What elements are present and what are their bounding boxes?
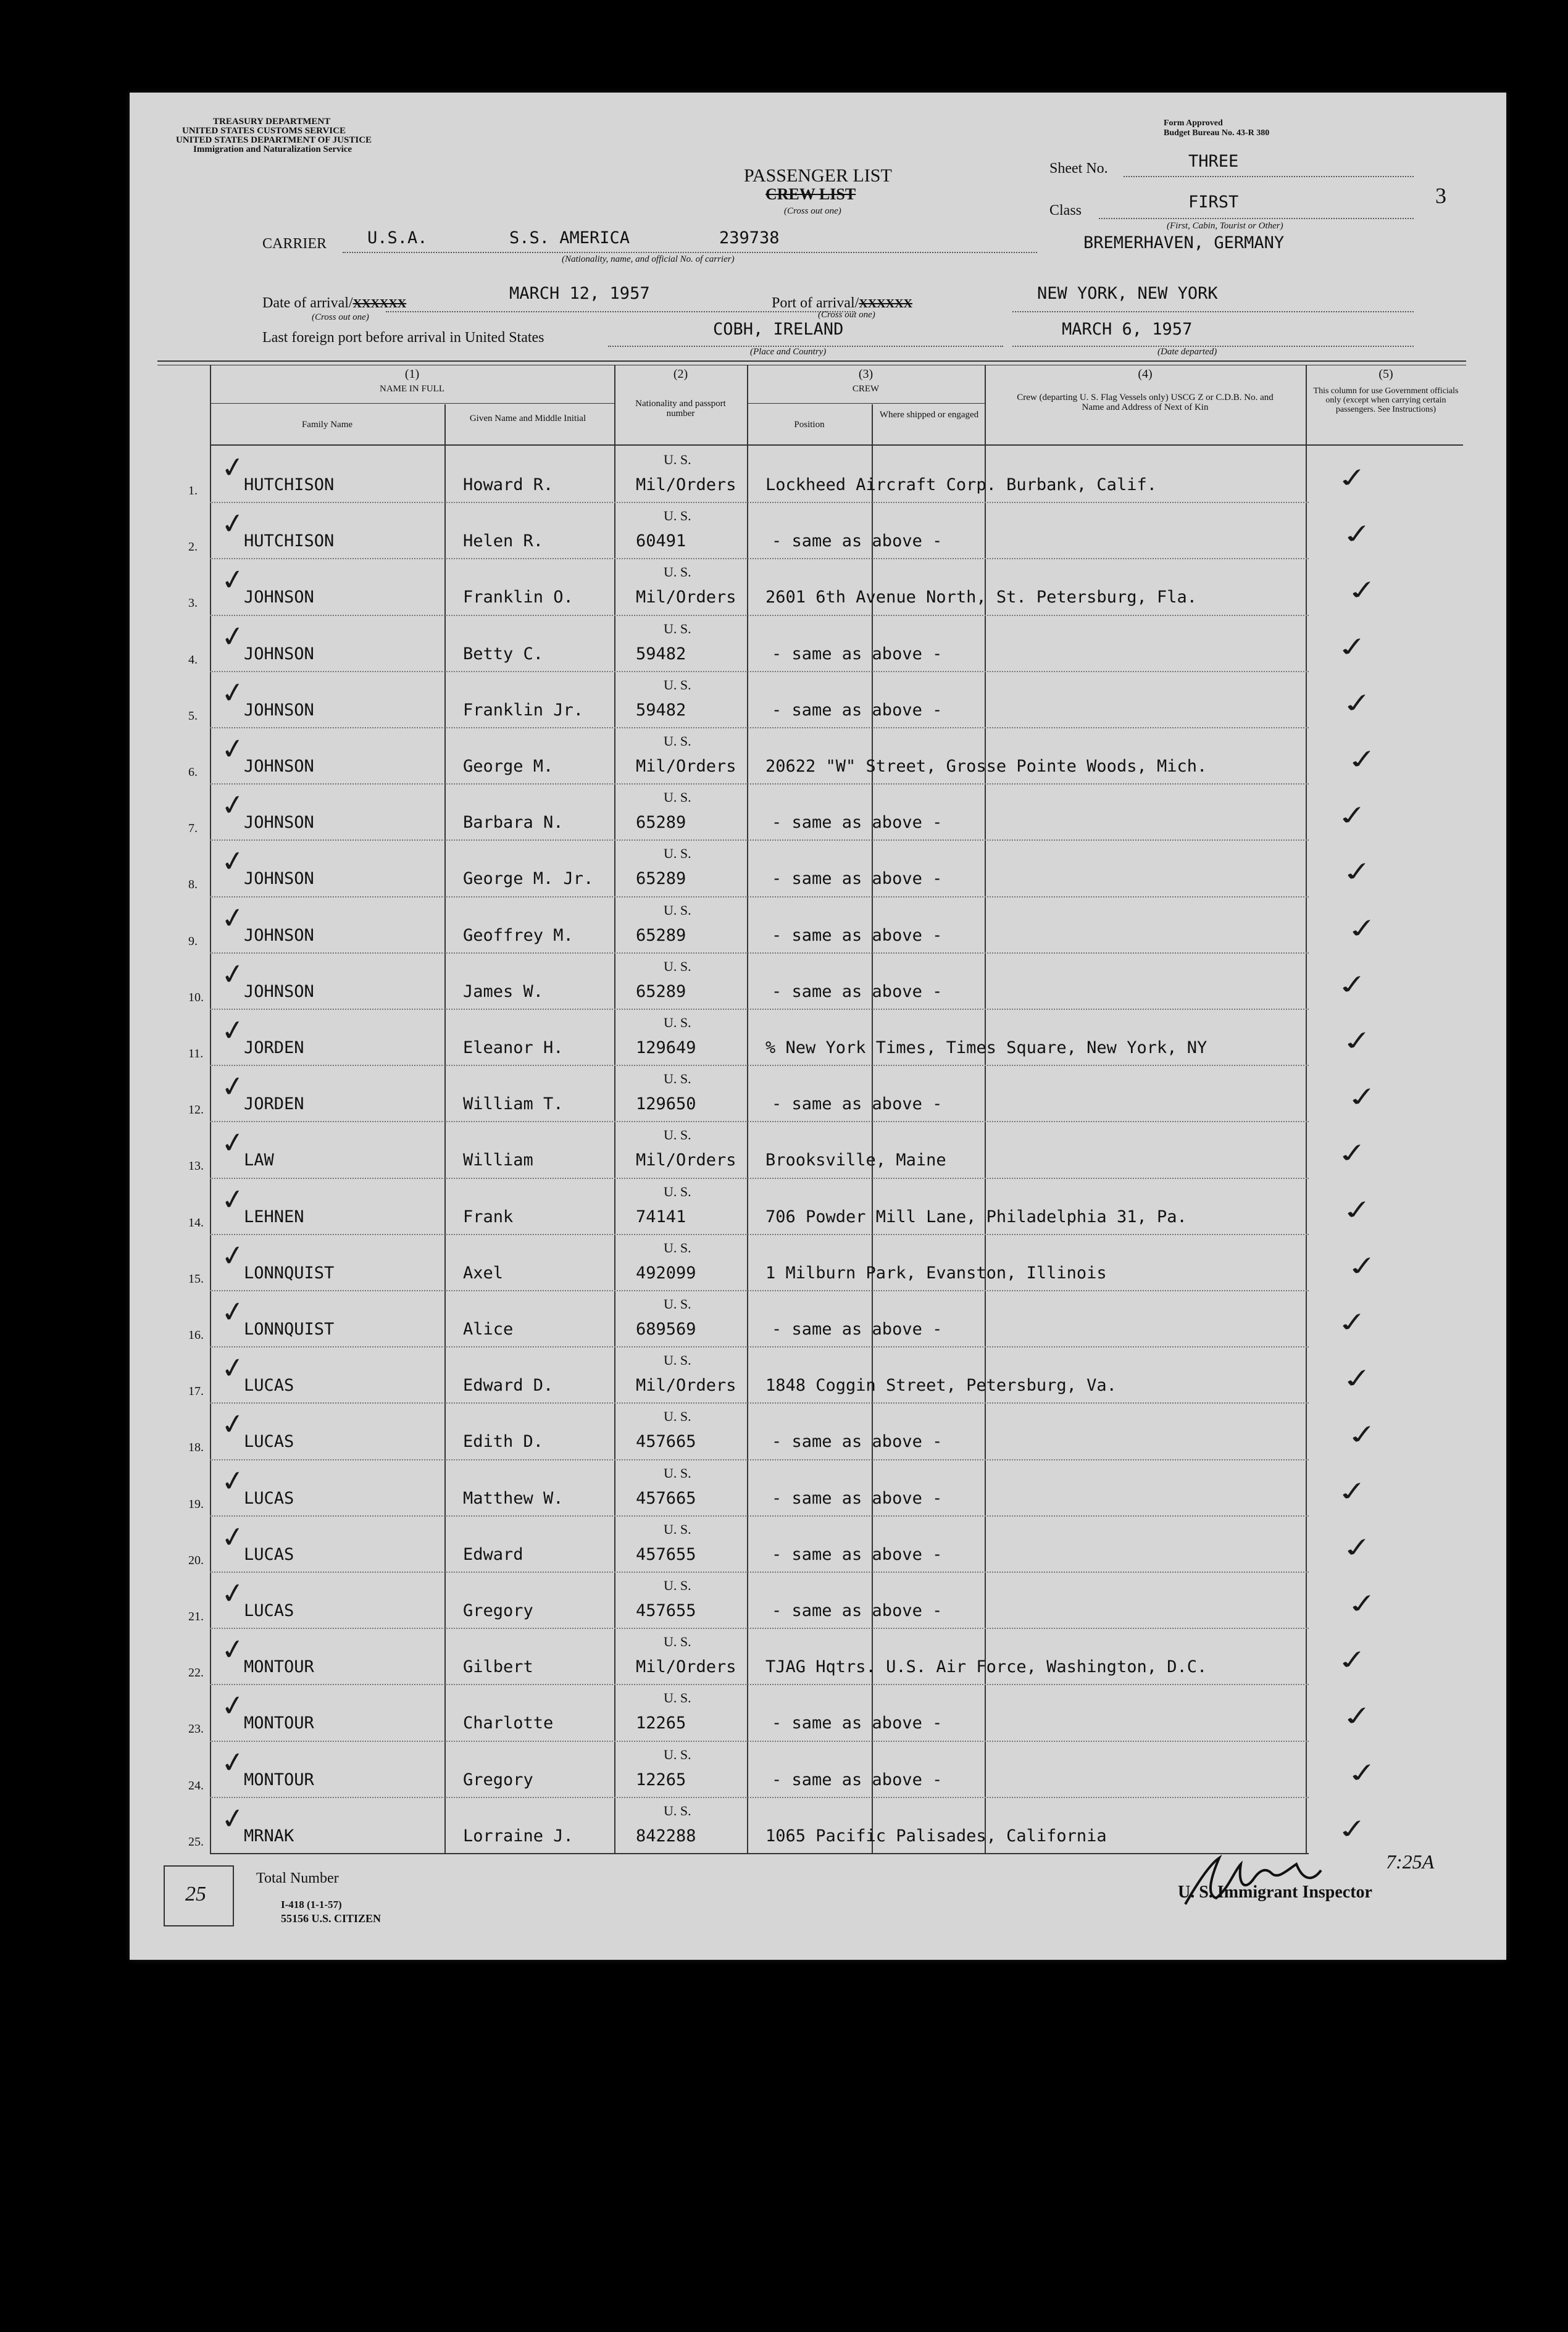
address: - same as above - [772,644,943,664]
passport-number: 689569 [636,1320,696,1339]
carrier-line [343,252,1037,253]
given-name: Matthew W. [463,1488,564,1508]
row-rule [210,1402,1309,1404]
crossed-crew-list: CREW LIST [765,185,856,203]
family-name: JOHNSON [244,757,314,776]
date-cross-caption: (Cross out one) [312,312,369,322]
row-number: 18. [188,1441,204,1455]
agency-line: TREASURY DEPARTMENT [213,117,331,127]
address: - same as above - [772,869,943,889]
checkmark-icon: ✓ [219,956,248,993]
address: - same as above - [772,1094,943,1114]
given-name: Eleanor H. [463,1038,564,1057]
nationality: U. S. [664,1409,691,1425]
class-label: Class [1049,202,1082,219]
row-number: 5. [188,709,198,723]
given-name: Franklin O. [463,588,573,607]
passport-number: 65289 [636,981,686,1001]
row-rule [210,1628,1309,1629]
address: TJAG Hqtrs. U.S. Air Force, Washington, D.C. [765,1657,1207,1677]
tick-mark-icon: ✓ [1334,630,1371,664]
row-rule [210,1346,1309,1347]
nationality: U. S. [664,452,691,467]
family-name: MONTOUR [244,1714,314,1733]
table-bottom-rule [210,1853,1309,1854]
col-1-number: (1) [404,367,420,381]
tick-mark-icon: ✓ [1334,799,1371,833]
checkmark-icon: ✓ [219,561,248,598]
col-3-subrule [747,403,985,404]
tick-mark-icon: ✓ [1339,517,1376,551]
port-arrival-label [772,295,912,312]
row-rule [210,502,1309,503]
cross-out-caption: (Cross out one) [784,206,841,216]
given-name: Howard R. [463,475,554,494]
family-name: HUTCHISON [244,475,335,494]
col-4-number: (4) [1138,367,1153,381]
row-number: 4. [188,652,198,667]
class-caption: (First, Cabin, Tourist or Other) [1167,221,1283,231]
checkmark-icon: ✓ [219,1631,248,1668]
given-name: Helen R. [463,531,544,551]
port-cross-caption: (Cross out one) [818,310,875,320]
address: - same as above - [772,700,943,720]
address: - same as above - [772,981,943,1001]
tick-mark-icon: ✓ [1334,461,1371,494]
family-name: LUCAS [244,1376,294,1396]
family-name: JOHNSON [244,869,314,889]
row-rule [210,727,1309,728]
port-line [1012,311,1414,312]
form-approved: Form Approved [1164,119,1223,128]
family-name: LONNQUIST [244,1263,335,1283]
checkmark-icon: ✓ [219,1744,248,1781]
nationality: U. S. [664,1183,691,1199]
address: - same as above - [772,1544,943,1564]
port-arrival-value: NEW YORK, NEW YORK [1037,284,1218,303]
checkmark-icon: ✓ [219,1687,248,1724]
row-rule [210,1572,1309,1573]
family-name: LUCAS [244,1488,294,1508]
nationality: U. S. [664,1690,691,1706]
checkmark-icon: ✓ [219,674,248,711]
tick-mark-icon: ✓ [1344,743,1381,776]
col-3-title: CREW [852,384,880,394]
family-name: JOHNSON [244,813,314,833]
row-rule [210,1459,1309,1460]
row-number: 15. [188,1272,204,1286]
address: - same as above - [772,1320,943,1339]
address: - same as above - [772,1714,943,1733]
nationality: U. S. [664,1634,691,1650]
row-rule [210,1684,1309,1685]
tick-mark-icon: ✓ [1334,1136,1371,1170]
family-name: LAW [244,1151,274,1170]
tick-mark-icon: ✓ [1334,1643,1371,1677]
col-divider-position [747,365,748,1853]
total-label: Total Number [256,1870,339,1886]
checkmark-icon: ✓ [219,1518,248,1555]
col-divider-given [444,404,446,1853]
row-rule [210,1009,1309,1010]
passport-number: 457665 [636,1432,696,1452]
checkmark-icon: ✓ [219,1293,248,1330]
family-name: JORDEN [244,1094,304,1114]
passport-number: 842288 [636,1826,696,1846]
checkmark-icon: ✓ [219,843,248,880]
given-name: Lorraine J. [463,1826,573,1846]
row-rule [210,1178,1309,1179]
family-name: JOHNSON [244,981,314,1001]
given-name: James W. [463,981,544,1001]
given-name: George M. Jr. [463,869,594,889]
given-name: Edward D. [463,1376,554,1396]
passport-number: 129649 [636,1038,696,1057]
given-name: Frank [463,1207,514,1226]
address: - same as above - [772,925,943,945]
nationality: U. S. [664,564,691,580]
row-number: 22. [188,1666,204,1680]
row-number: 25. [188,1834,204,1849]
nationality: U. S. [664,1239,691,1256]
address: - same as above - [772,1432,943,1452]
col-divider-shipped [872,404,873,1853]
nationality: U. S. [664,958,691,974]
row-number: 2. [188,540,198,554]
checkmark-icon: ✓ [219,1237,248,1274]
checkmark-icon: ✓ [219,505,248,542]
tick-mark-icon: ✓ [1339,1024,1376,1057]
inspector-title: U. S. Immigrant Inspector [1178,1883,1372,1902]
row-number: 3. [188,596,198,610]
family-name: LUCAS [244,1432,294,1452]
row-rule [210,1515,1309,1517]
sheet-line [1124,176,1414,177]
nationality: U. S. [664,677,691,693]
row-number: 13. [188,1159,204,1173]
agency-block [176,117,372,154]
passport-number: 65289 [636,813,686,833]
given-name: Axel [463,1263,504,1283]
row-rule [210,1290,1309,1291]
tick-mark-icon: ✓ [1344,1587,1381,1620]
nationality: U. S. [664,508,691,524]
col-nationality-header: Nationality and passport number [635,399,726,419]
given-name: Gilbert [463,1657,533,1677]
carrier-caption: (Nationality, name, and official No. of carrier) [562,254,735,264]
row-rule [210,839,1309,841]
col-given-header: Given Name and Middle Initial [469,414,586,423]
col-govt-header: This column for use Government officials only (except when carrying certain passengers. See Instructions) [1313,386,1459,414]
col-1-subrule [210,403,614,404]
last-port-label: Last foreign port before arrival in United States [262,330,544,346]
agency-line: UNITED STATES CUSTOMS SERVICE [182,126,346,136]
carrier-nationality: U.S.A. [367,228,428,248]
col-divider-govt [1306,365,1307,1853]
departed-caption: (Date departed) [1157,347,1217,357]
family-name: MONTOUR [244,1657,314,1677]
col-3-number: (3) [858,367,874,381]
form-title: PASSENGER LIST [744,165,892,186]
checkmark-icon: ✓ [219,1462,248,1499]
date-arrival-label-text: Date of arrival/ [262,295,353,311]
sheet-value: THREE [1188,152,1239,171]
row-rule [210,1797,1309,1798]
nationality: U. S. [664,1296,691,1312]
passport-number: Mil/Orders [636,1376,736,1396]
col-2-number: (2) [673,367,688,381]
checkmark-icon: ✓ [219,1181,248,1218]
passport-number: Mil/Orders [636,1151,736,1170]
passport-number: Mil/Orders [636,1657,736,1677]
class-line [1099,218,1414,219]
family-name: HUTCHISON [244,531,335,551]
address: 20622 "W" Street, Grosse Pointe Woods, Mich. [765,757,1207,776]
checkmark-icon: ✓ [219,730,248,767]
family-name: LONNQUIST [244,1320,335,1339]
nationality: U. S. [664,1127,691,1143]
row-number: 6. [188,765,198,779]
tick-mark-icon: ✓ [1334,967,1371,1001]
passport-number: 457655 [636,1544,696,1564]
nationality: U. S. [664,1746,691,1762]
last-port-value: COBH, IRELAND [713,320,844,339]
address: - same as above - [772,531,943,551]
nationality: U. S. [664,1071,691,1087]
family-name: LUCAS [244,1601,294,1620]
row-rule [210,1234,1309,1235]
given-name: Geoffrey M. [463,925,573,945]
family-name: JOHNSON [244,925,314,945]
header-bottom-rule [210,444,1463,446]
checkmark-icon: ✓ [219,618,248,655]
date-crossed-out: XXXXXX [352,297,407,310]
departed-value: MARCH 6, 1957 [1062,320,1193,339]
row-rule [210,896,1309,897]
row-number: 7. [188,822,198,836]
address: 706 Powder Mill Lane, Philadelphia 31, Pa. [765,1207,1187,1226]
passport-number: 59482 [636,644,686,664]
nationality: U. S. [664,1465,691,1481]
family-name: LEHNEN [244,1207,304,1226]
nationality: U. S. [664,902,691,918]
nationality: U. S. [664,620,691,636]
row-number: 20. [188,1553,204,1567]
agency-line: UNITED STATES DEPARTMENT OF JUSTICE [176,135,372,145]
row-number: 9. [188,934,198,948]
checkmark-icon: ✓ [219,449,248,486]
row-number: 11. [188,1047,204,1060]
col-1-title: NAME IN FULL [380,384,444,394]
family-name: JOHNSON [244,588,314,607]
nationality: U. S. [664,1802,691,1818]
passenger-list-form [130,93,1506,1960]
family-name: MRNAK [244,1826,294,1846]
sheet-label: Sheet No. [1049,160,1108,177]
row-number: 23. [188,1722,204,1736]
citizen-line: 55156 U.S. CITIZEN [281,1912,382,1925]
family-name: JOHNSON [244,644,314,664]
passport-number: 65289 [636,869,686,889]
address: 1 Milburn Park, Evanston, Illinois [765,1263,1107,1283]
tick-mark-icon: ✓ [1339,1699,1376,1733]
row-rule [210,615,1309,616]
port-crossed-out: XXXXXX [859,297,912,310]
inspector-signature [1173,1846,1364,1913]
col-crew-header: Crew (departing U. S. Flag Vessels only) USCG Z or C.D.B. No. and Name and Address of Next of Kin [1017,393,1274,412]
date-arrival-value: MARCH 12, 1957 [509,284,650,303]
row-number: 12. [188,1103,204,1117]
given-name: Alice [463,1320,514,1339]
tick-mark-icon: ✓ [1344,911,1381,945]
checkmark-icon: ✓ [219,1349,248,1386]
departure-port: BREMERHAVEN, GERMANY [1083,233,1285,252]
col-5-number: (5) [1378,367,1393,381]
given-name: Gregory [463,1770,533,1789]
row-number: 16. [188,1328,204,1342]
tick-mark-icon: ✓ [1334,1812,1371,1846]
last-port-caption: (Place and Country) [750,347,827,357]
address: 1848 Coggin Street, Petersburg, Va. [765,1376,1117,1396]
row-number: 19. [188,1497,204,1511]
tick-mark-icon: ✓ [1339,1530,1376,1564]
given-name: Franklin Jr. [463,700,584,720]
nationality: U. S. [664,1578,691,1593]
checkmark-icon: ✓ [219,786,248,823]
tick-mark-icon: ✓ [1344,1418,1381,1452]
given-name: Betty C. [463,644,544,664]
given-name: William T. [463,1094,564,1114]
passport-number: 65289 [636,925,686,945]
given-name: Charlotte [463,1714,554,1733]
nationality: U. S. [664,1352,691,1368]
carrier-number: 239738 [719,228,780,248]
row-rule [210,1121,1309,1122]
family-name: LUCAS [244,1544,294,1564]
passport-number: 492099 [636,1263,696,1283]
passport-number: 12265 [636,1714,686,1733]
given-name: George M. [463,757,554,776]
budget-bureau: Budget Bureau No. 43-R 380 [1164,128,1270,138]
address: Lockheed Aircraft Corp. Burbank, Calif. [765,475,1157,494]
checkmark-icon: ✓ [219,1124,248,1161]
address: - same as above - [772,1488,943,1508]
table-top-rule [157,360,1466,362]
nationality: U. S. [664,1015,691,1030]
tick-mark-icon: ✓ [1339,1362,1376,1396]
row-rule [210,1065,1309,1066]
col-family-header: Family Name [301,420,353,430]
date-arrival-label [262,295,406,312]
family-name: MONTOUR [244,1770,314,1789]
tick-mark-icon: ✓ [1344,1249,1381,1283]
address: 2601 6th Avenue North, St. Petersburg, Fla. [765,588,1197,607]
tick-mark-icon: ✓ [1334,1306,1371,1339]
passport-number: 74141 [636,1207,686,1226]
family-name: JORDEN [244,1038,304,1057]
tick-mark-icon: ✓ [1334,1474,1371,1508]
checkmark-icon: ✓ [219,1068,248,1105]
total-value: 25 [185,1883,206,1905]
nationality: U. S. [664,789,691,806]
class-value: FIRST [1188,193,1239,212]
col-divider-left [210,365,211,1853]
page-number: 3 [1435,183,1446,208]
address: - same as above - [772,1601,943,1620]
address: - same as above - [772,813,943,833]
family-name: JOHNSON [244,700,314,720]
given-name: Edith D. [463,1432,544,1452]
row-rule [210,1741,1309,1742]
passport-number: 12265 [636,1770,686,1789]
carrier-label: CARRIER [262,236,327,252]
passport-number: 60491 [636,531,686,551]
row-number: 8. [188,878,198,892]
address: - same as above - [772,1770,943,1789]
row-number: 17. [188,1385,204,1399]
nationality: U. S. [664,733,691,749]
time-note: 7:25A [1386,1851,1435,1873]
row-number: 21. [188,1610,204,1623]
row-rule [210,558,1309,559]
checkmark-icon: ✓ [219,1575,248,1612]
given-name: Barbara N. [463,813,564,833]
tick-mark-icon: ✓ [1344,1080,1381,1114]
tick-mark-icon: ✓ [1339,1193,1376,1226]
checkmark-icon: ✓ [219,1405,248,1443]
given-name: Edward [463,1544,523,1564]
row-number: 24. [188,1778,204,1793]
tick-mark-icon: ✓ [1339,855,1376,889]
col-divider-nationality [614,365,615,1853]
tick-mark-icon: ✓ [1339,686,1376,720]
passport-number: Mil/Orders [636,475,736,494]
tick-mark-icon: ✓ [1344,573,1381,607]
row-number: 14. [188,1215,204,1230]
passport-number: 129650 [636,1094,696,1114]
agency-line: Immigration and Naturalization Service [193,144,352,154]
given-name: William [463,1151,533,1170]
passport-number: 457655 [636,1601,696,1620]
passport-number: Mil/Orders [636,757,736,776]
col-shipped-header: Where shipped or engaged [879,410,979,420]
checkmark-icon: ✓ [219,1012,248,1049]
passport-number: 457665 [636,1488,696,1508]
tick-mark-icon: ✓ [1344,1755,1381,1789]
carrier-name: S.S. AMERICA [509,228,630,248]
nationality: U. S. [664,846,691,862]
address: 1065 Pacific Palisades, California [765,1826,1107,1846]
row-rule [210,671,1309,672]
row-number: 1. [188,484,198,498]
nationality: U. S. [664,1521,691,1537]
checkmark-icon: ✓ [219,899,248,936]
form-number: I-418 (1-1-57) [281,1899,342,1910]
row-rule [210,952,1309,954]
given-name: Gregory [463,1601,533,1620]
passport-number: Mil/Orders [636,588,736,607]
address: Brooksville, Maine [765,1151,946,1170]
col-position-header: Position [794,420,825,430]
port-arrival-label-text: Port of arrival/ [772,295,859,311]
checkmark-icon: ✓ [219,1800,248,1837]
passport-number: 59482 [636,700,686,720]
row-number: 10. [188,990,204,1004]
row-rule [210,783,1309,785]
address: % New York Times, Times Square, New York, NY [765,1038,1207,1057]
